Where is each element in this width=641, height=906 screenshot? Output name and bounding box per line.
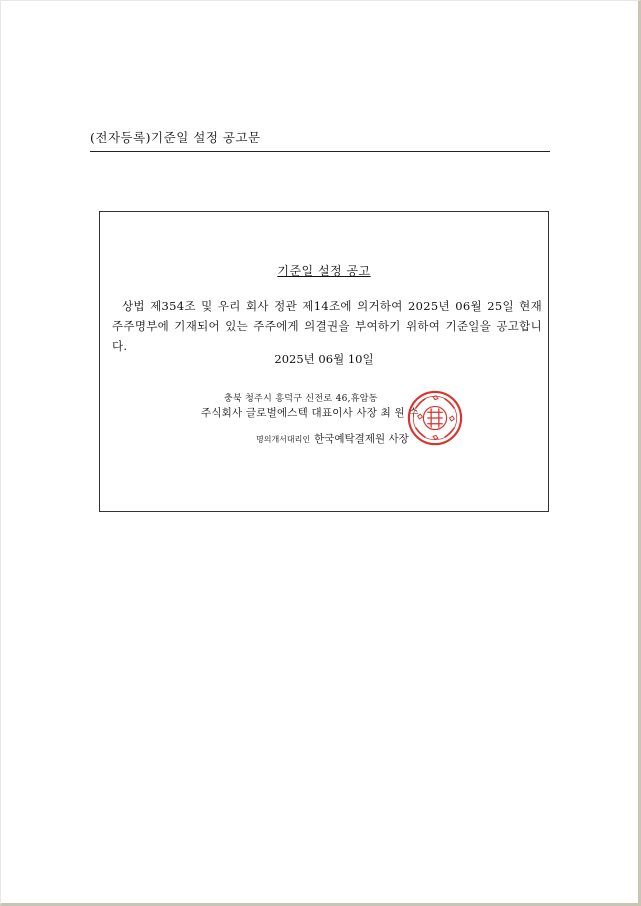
company-representative: 주식회사 글로벌에스텍 대표이사 사장 최 원 수: [201, 407, 419, 419]
notice-title: 기준일 설정 공고: [277, 264, 371, 278]
company-seal-icon: [406, 389, 464, 447]
notice-body: 상법 제354조 및 우리 회사 정관 제14조에 의거하여 2025년 06월 25일 현재 주주명부에 기재되어 있는 주주에게 의결권을 부여하기 위하여 기준일을 공고합니다.: [112, 299, 542, 353]
transfer-agent-label: 명의개서대리인: [256, 435, 311, 444]
notice-box: [99, 211, 549, 512]
company-address: 충북 청주시 흥덕구 신전로 46,휴암동: [224, 394, 378, 404]
document-title: (전자등록)기준일 설정 공고문: [90, 130, 261, 145]
transfer-agent-name: 한국예탁결제원 사장: [314, 433, 409, 445]
transfer-agent: [256, 431, 409, 446]
document-header: [90, 128, 550, 152]
notice-date: 2025년 06월 10일: [274, 352, 374, 366]
